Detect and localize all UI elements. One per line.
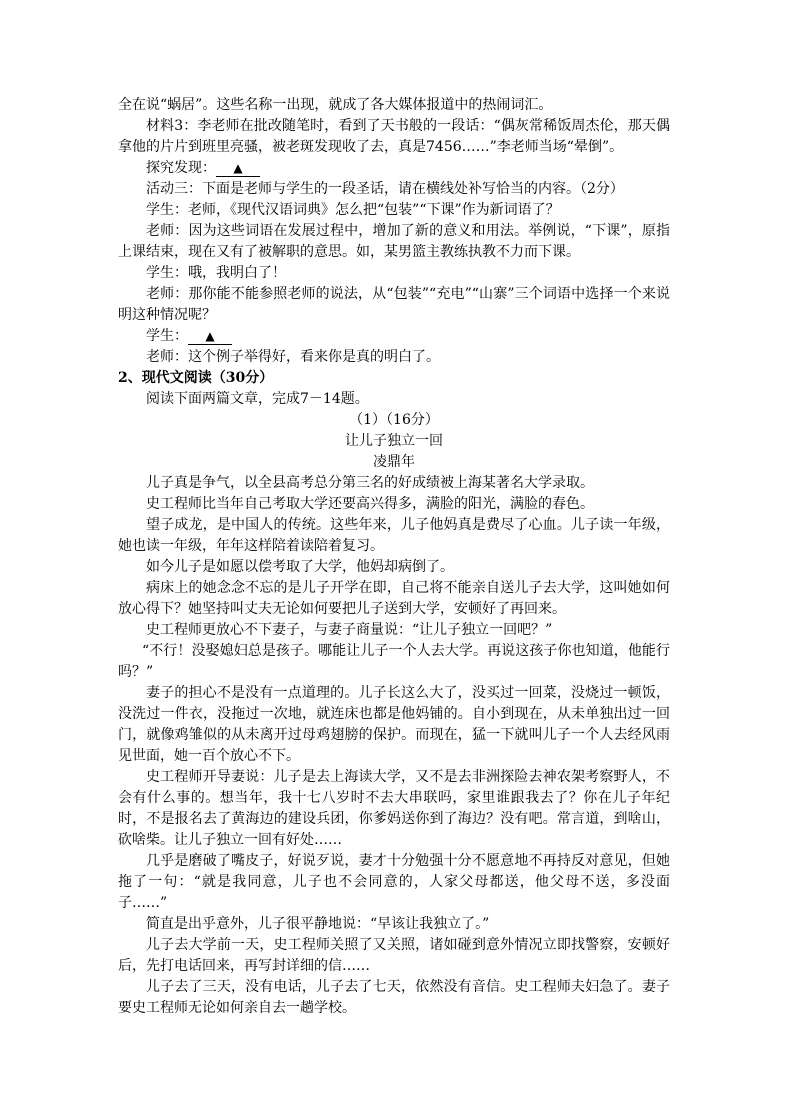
passage-paragraph-11: 简直是出乎意外，儿子很平静地说：“早该让我独立了。” [146, 916, 490, 932]
passage-paragraph-13: 儿子去了三天，没有电话，儿子去了七天，依然没有音信。史工程师夫妇急了。妻子要史工程师无论如何亲自去一趟学校。 [118, 979, 670, 1016]
passage-paragraph-2: 史工程师比当年自己考取大学还要高兴得多，满脸的阳光，满脸的春色。 [146, 496, 594, 512]
passage-paragraph-3: 望子成龙，是中国人的传统。这些年来，儿子他妈真是费尽了心血。儿子读一年级，她也读一年级，年年这样陪着读陪着复习。 [118, 517, 670, 554]
dialogue-student-2: 学生：哦，我明白了！ [146, 265, 286, 281]
dialogue-teacher-2: 老师：那你能不能参照老师的说法，从“包装”“充电”“山寨”三个词语中选择一个来说明这种情况呢？ [118, 286, 670, 323]
passage-number: （1）（16分） [349, 412, 439, 428]
passage-paragraph-10: 几乎是磨破了嘴皮子，好说歹说，妻才十分勉强十分不愿意地不再持反对意见，但她拖了一句：“就是我同意，儿子也不会同意的，人家父母都送，他父母不送，多没面子……” [118, 853, 670, 911]
passage-paragraph-9: 史工程师开导妻说：儿子是去上海读大学，又不是去非洲探险去神农架考察野人，不会有什么事的。想当年，我十七八岁时不去大串联吗，家里谁跟我去了？你在儿子年纪时，不是报名去了黄海边的建设兵团，你爹妈送你到了海边？没有吧。常言道，到啥山，砍啥柴。让儿子独立一回有好处…… [118, 769, 670, 848]
paragraph-material-3: 材料3：李老师在批改随笔时，看到了天书般的一段话：“偶灰常稀饭周杰伦，那天偶拿他的片片到班里亮骚，被老斑发现收了去，真是7456……”李老师当场“晕倒”。 [118, 118, 670, 155]
passage-paragraph-5: 病床上的她念念不忘的是儿子开学在即，自己将不能亲自送儿子去大学，这叫她如何放心得下？她坚持叫丈夫无论如何要把儿子送到大学，安顿好了再回来。 [118, 580, 670, 617]
passage-paragraph-12: 儿子去大学前一天，史工程师关照了又关照，诸如碰到意外情况立即找警察，安顿好后，先打电话回来，再写封详细的信…… [118, 937, 670, 974]
paragraph-activity-3: 活动三：下面是老师与学生的一段圣话，请在横线处补写恰当的内容。（2分） [146, 181, 624, 197]
passage-paragraph-1: 儿子真是争气，以全县高考总分第三名的好成绩被上海某著名大学录取。 [146, 475, 594, 491]
reading-instruction: 阅读下面两篇文章，完成7－14题。 [146, 391, 369, 407]
dialogue-teacher-1: 老师：因为这些词语在发展过程中，增加了新的意义和用法。举例说，“下课”，原指上课结束，现在又有了被解职的意思。如，某男篮主教练执教不力而下课。 [118, 223, 670, 260]
paragraph-material-2-end: 全在说“蜗居”。这些名称一出现，就成了各大媒体报道中的热闹词汇。 [118, 97, 553, 113]
passage-paragraph-7: “不行！没娶媳妇总是孩子。哪能让儿子一个人去大学。再说这孩子你也知道，他能行吗？” [118, 643, 670, 680]
passage-paragraph-4: 如今儿子是如愿以偿考取了大学，他妈却病倒了。 [146, 559, 454, 575]
findings-label: 探究发现： [146, 160, 216, 176]
passage-paragraph-6: 史工程师更放心不下妻子，与妻子商量说：“让儿子独立一回吧？” [146, 622, 553, 638]
student-label: 学生： [146, 328, 188, 344]
dialogue-teacher-3: 老师：这个例子举得好，看来你是真的明白了。 [146, 349, 440, 365]
passage-author: 凌鼎年 [373, 454, 415, 470]
passage-paragraph-8: 妻子的担心不是没有一点道理的。儿子长这么大了，没买过一回菜，没烧过一顿饭，没洗过一件衣，没拖过一次地，就连床也都是他妈铺的。自小到现在，从未单独出过一回门，就像鸡雏似的从未离开过母鸡翅膀的保护。而现在，猛一下就叫儿子一个人去经风雨见世面，她一百个放心不下。 [118, 685, 670, 764]
dialogue-student-1: 学生：老师，《现代汉语词典》怎么把“包装”“下课”作为新词语了？ [146, 202, 560, 218]
document-page [118, 95, 670, 1019]
dialogue-student-3 [118, 326, 670, 347]
answer-blank-2[interactable]: ▲ [188, 328, 232, 345]
answer-blank-1[interactable]: ▲ [216, 160, 260, 177]
paragraph-findings [118, 158, 670, 179]
section-heading-reading: 2、现代文阅读（30分） [118, 370, 274, 386]
passage-title: 让儿子独立一回 [345, 433, 443, 449]
